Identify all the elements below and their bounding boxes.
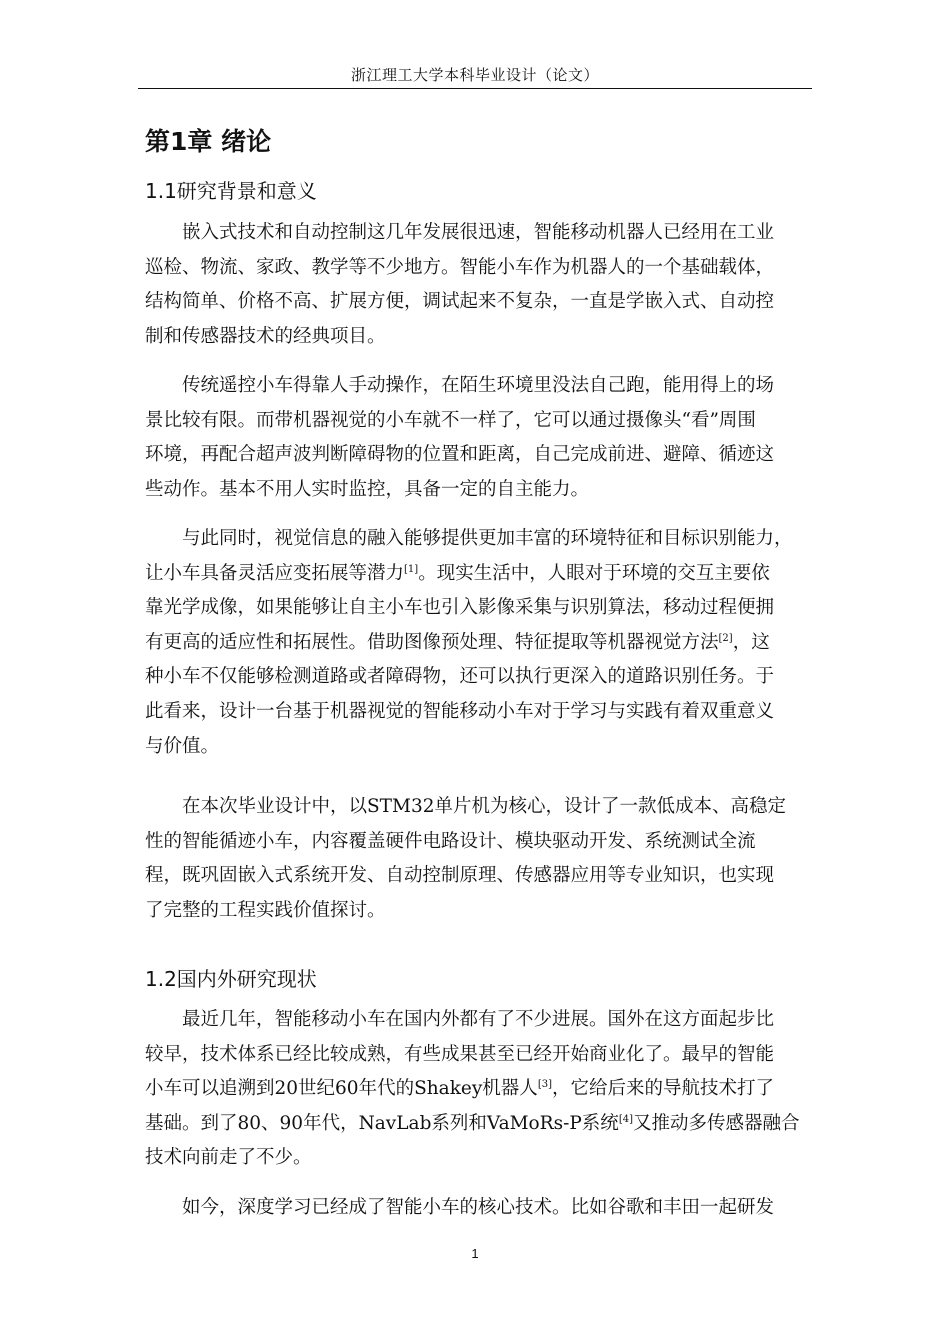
text-line: 些动作。基本不用人实时监控，具备一定的自主能力。 — [145, 478, 590, 500]
paragraph-background-1 — [145, 216, 813, 354]
text-segment: 。现实生活中，人眼对于环境的交互主要依 — [418, 562, 770, 584]
paragraph-background-2 — [145, 369, 813, 507]
text-line: 靠光学成像，如果能够让自主小车也引入影像采集与识别算法，移动过程便拥 — [145, 597, 775, 619]
text-line: 与此同时，视觉信息的融入能够提供更加丰富的环境特征和目标识别能力， — [182, 528, 793, 549]
text-line — [145, 1107, 813, 1142]
header-title: 浙江理工大学本科毕业设计（论文） — [350, 66, 599, 84]
text-line — [145, 557, 813, 592]
chapter-title: 第1章 绪论 — [145, 127, 272, 156]
text-segment: 小车可以追溯到20世纪60年代的Shakey机器人 — [145, 1078, 538, 1100]
text-segment: 让小车具备灵活应变拓展等潜力 — [145, 562, 405, 584]
text-line: 种小车不仅能够检测道路或者障碍物，还可以执行更深入的道路识别任务。于 — [145, 666, 775, 688]
citation-1: [1] — [404, 563, 419, 575]
text-line: 在本次毕业设计中，以STM32单片机为核心，设计了一款低成本、高稳定 — [182, 796, 786, 817]
text-line: 与价值。 — [145, 735, 220, 757]
page-header — [138, 64, 812, 89]
text-line: 性的智能循迹小车，内容覆盖硬件电路设计、模块驱动开发、系统测试全流 — [145, 830, 756, 852]
section-1-1-title: 1.1研究背景和意义 — [145, 179, 317, 203]
text-line: 如今，深度学习已经成了智能小车的核心技术。比如谷歌和丰田一起研发 — [182, 1197, 775, 1218]
text-segment: 基础。到了80、90年代，NavLab系列和VaMoRs-P系统 — [145, 1112, 619, 1134]
text-line: 技术向前走了不少。 — [145, 1147, 312, 1169]
text-segment: 有更高的适应性和拓展性。借助图像预处理、特征提取等机器视觉方法 — [145, 631, 719, 653]
text-line: 最近几年，智能移动小车在国内外都有了不少进展。国外在这方面起步比 — [182, 1009, 775, 1030]
paragraph-status-1 — [145, 1003, 813, 1176]
text-segment: 又推动多传感器融合 — [632, 1112, 800, 1134]
section-1-2-title: 1.2国内外研究现状 — [145, 967, 317, 991]
text-line — [145, 1072, 813, 1107]
paragraph-background-4 — [145, 790, 795, 928]
text-segment: ，它给后来的导航技术打了 — [551, 1078, 774, 1100]
text-line — [145, 626, 813, 661]
citation-3: [3] — [537, 1079, 552, 1091]
page-number: 1 — [471, 1246, 479, 1261]
text-line: 环境，再配合超声波判断障碍物的位置和距离，自己完成前进、避障、循迹这 — [145, 444, 775, 466]
text-segment: ，这 — [732, 631, 770, 653]
text-line: 了完整的工程实践价值探讨。 — [145, 899, 386, 921]
citation-2: [2] — [718, 632, 733, 644]
text-line: 巡检、物流、家政、教学等不少地方。智能小车作为机器人的一个基础载体， — [145, 256, 775, 278]
text-line: 传统遥控小车得靠人手动操作，在陌生环境里没法自己跑，能用得上的场 — [182, 375, 775, 396]
paragraph-status-2 — [145, 1191, 813, 1226]
text-line: 此看来，设计一台基于机器视觉的智能移动小车对于学习与实践有着双重意义 — [145, 700, 775, 722]
text-line: 景比较有限。而带机器视觉的小车就不一样了，它可以通过摄像头“看”周围 — [145, 409, 756, 431]
paragraph-background-3 — [145, 522, 813, 764]
text-line: 嵌入式技术和自动控制这几年发展很迅速，智能移动机器人已经用在工业 — [182, 222, 775, 243]
text-line: 结构简单、价格不高、扩展方便，调试起来不复杂，一直是学嵌入式、自动控 — [145, 291, 775, 313]
text-line: 较早，技术体系已经比较成熟，有些成果甚至已经开始商业化了。最早的智能 — [145, 1043, 775, 1065]
text-line: 制和传感器技术的经典项目。 — [145, 325, 386, 347]
text-line: 程，既巩固嵌入式系统开发、自动控制原理、传感器应用等专业知识，也实现 — [145, 865, 775, 887]
citation-4: [4] — [618, 1113, 633, 1125]
